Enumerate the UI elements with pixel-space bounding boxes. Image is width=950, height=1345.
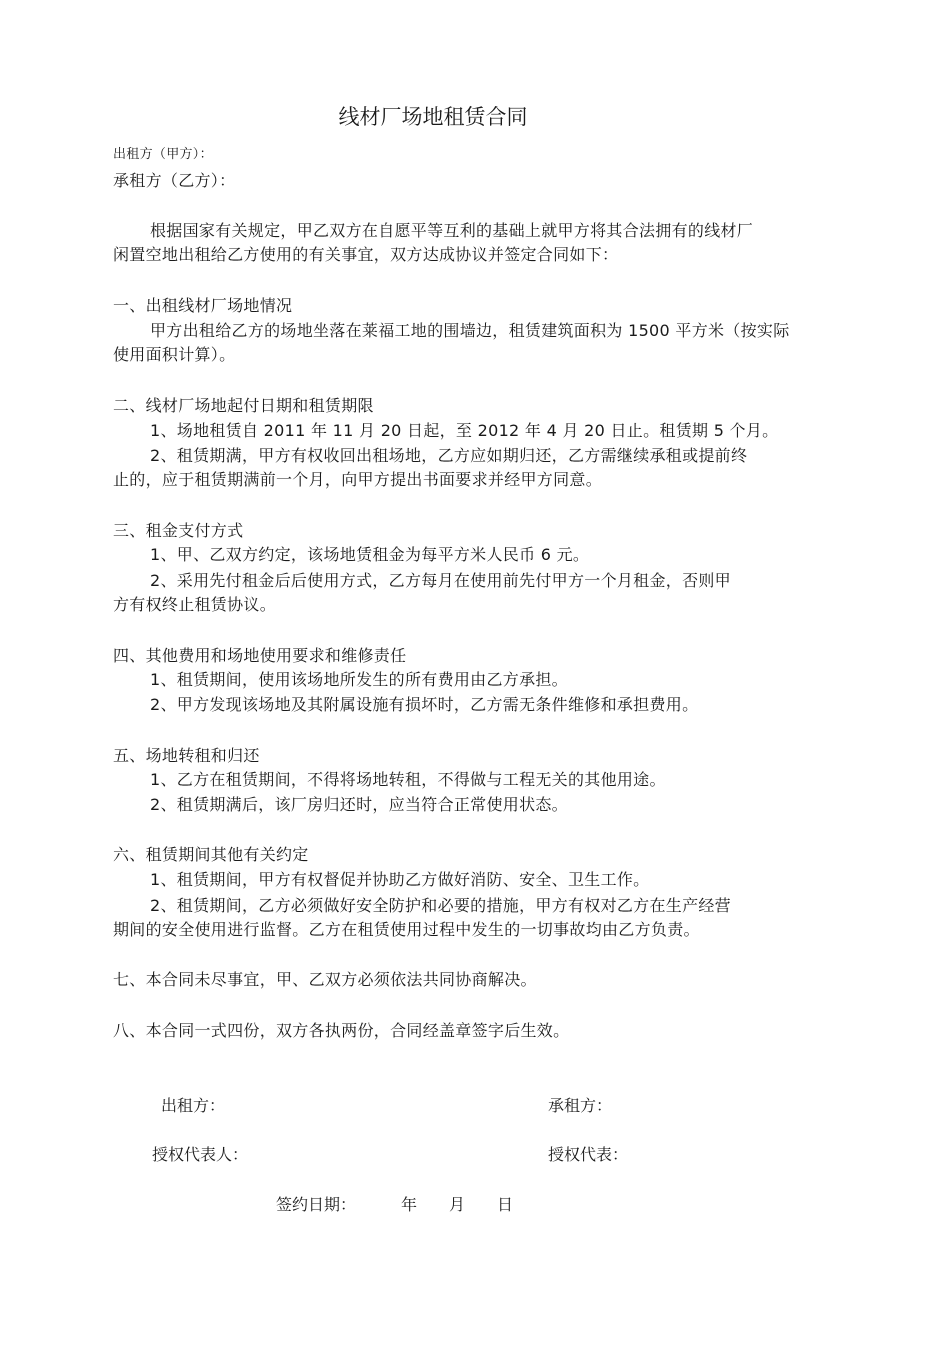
section-line: 2、租赁期满，甲方有权收回出租场地，乙方应如期归还，乙方需继续承租或提前终	[150, 446, 748, 465]
section-line: 方有权终止租赁协议。	[113, 595, 277, 614]
section-heading: 二、线材厂场地起付日期和租赁期限	[113, 396, 374, 415]
section-heading: 八、本合同一式四份，双方各执两份，合同经盖章签字后生效。	[113, 1021, 570, 1040]
section-line: 使用面积计算）。	[113, 345, 236, 364]
section-line: 1、乙方在租赁期间，不得将场地转租，不得做与工程无关的其他用途。	[150, 770, 666, 789]
signing-date-label: 签约日期：	[276, 1195, 357, 1214]
date-month-label: 月	[449, 1195, 466, 1214]
section-heading: 五、场地转租和归还	[113, 746, 260, 765]
lessor-party-line: 出租方（甲方）：	[113, 147, 213, 162]
section-line: 2、租赁期间，乙方必须做好安全防护和必要的措施，甲方有权对乙方在生产经营	[150, 896, 731, 915]
lessor-signature-label: 出租方：	[161, 1096, 226, 1115]
section-line: 1、租赁期间，甲方有权督促并协助乙方做好消防、安全、卫生工作。	[150, 870, 650, 889]
section-line: 1、租赁期间，使用该场地所发生的所有费用由乙方承担。	[150, 670, 568, 689]
lessee-representative-label: 授权代表：	[548, 1145, 629, 1164]
section-line: 1、场地租赁自 2011 年 11 月 20 日起，至 2012 年 4 月 20 日止。租赁期 5 个月。	[150, 421, 779, 440]
preamble-line: 闲置空地出租给乙方使用的有关事宜，双方达成协议并签定合同如下：	[113, 245, 619, 264]
lessee-party-line: 承租方（乙方）：	[113, 171, 236, 190]
date-day-label: 日	[497, 1195, 514, 1214]
lessor-representative-label: 授权代表人：	[152, 1145, 249, 1164]
section-line: 2、租赁期满后，该厂房归还时，应当符合正常使用状态。	[150, 795, 568, 814]
date-year-label: 年	[401, 1195, 418, 1214]
section-line: 止的，应于租赁期满前一个月，向甲方提出书面要求并经甲方同意。	[113, 470, 603, 489]
section-heading: 一、出租线材厂场地情况	[113, 296, 293, 315]
section-line: 1、甲、乙双方约定，该场地赁租金为每平方米人民币 6 元。	[150, 545, 590, 564]
section-heading: 四、其他费用和场地使用要求和维修责任	[113, 646, 407, 665]
section-line: 2、甲方发现该场地及其附属设施有损坏时，乙方需无条件维修和承担费用。	[150, 695, 699, 714]
section-heading: 七、本合同未尽事宜，甲、乙双方必须依法共同协商解决。	[113, 970, 537, 989]
section-line: 2、采用先付租金后后使用方式，乙方每月在使用前先付甲方一个月租金，否则甲	[150, 571, 731, 590]
page-title: 线材厂场地租赁合同	[338, 105, 528, 129]
section-heading: 三、租金支付方式	[113, 521, 244, 540]
section-line: 期间的安全使用进行监督。乙方在租赁使用过程中发生的一切事故均由乙方负责。	[113, 920, 700, 939]
section-line: 甲方出租给乙方的场地坐落在莱福工地的围墙边，租赁建筑面积为 1500 平方米（按实际	[150, 321, 790, 340]
preamble-line: 根据国家有关规定，甲乙双方在自愿平等互利的基础上就甲方将其合法拥有的线材厂	[150, 221, 754, 240]
section-heading: 六、租赁期间其他有关约定	[113, 845, 309, 864]
lessee-signature-label: 承租方：	[548, 1096, 613, 1115]
